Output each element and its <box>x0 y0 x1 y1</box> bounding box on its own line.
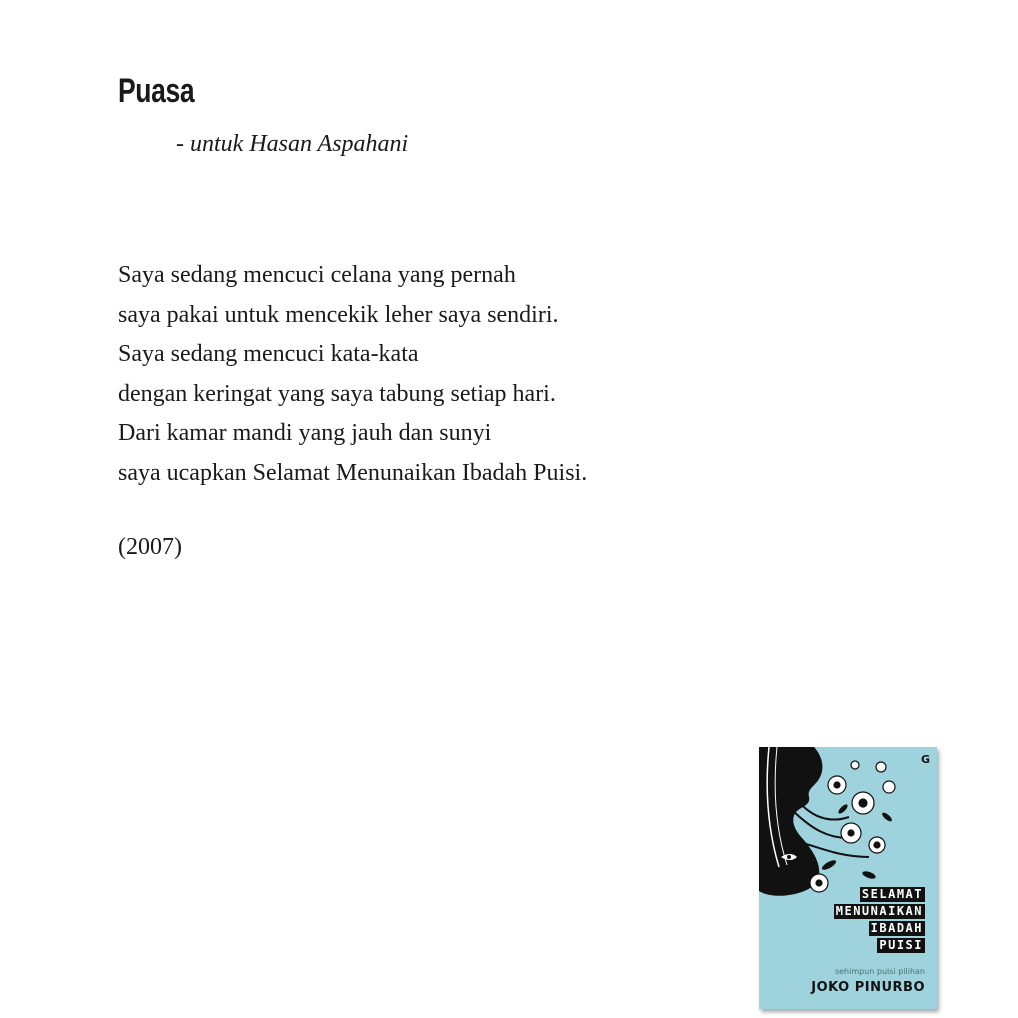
poem-body <box>118 256 718 493</box>
poem-line: Dari kamar mandi yang jauh dan sunyi <box>118 420 492 446</box>
poem-title: Puasa <box>118 72 195 110</box>
cover-title-word: PUISI <box>879 938 923 952</box>
poem-line: Saya sedang mencuci celana yang pernah <box>118 262 516 288</box>
poem-line: saya ucapkan Selamat Menunaikan Ibadah Puisi. <box>118 459 588 486</box>
cover-title-word: SELAMAT <box>861 887 923 901</box>
poem-line: saya pakai untuk mencekik leher saya sendiri. <box>118 301 559 328</box>
cover-author: JOKO PINURBO <box>811 980 925 995</box>
poem-line: dengan keringat yang saya tabung setiap hari. <box>118 380 556 407</box>
poem-line: Saya sedang mencuci kata-kata <box>118 341 419 367</box>
cover-subtitle: sehimpun puisi pilihan <box>834 967 925 976</box>
poem-year: (2007) <box>118 534 182 560</box>
book-cover <box>759 747 937 1009</box>
cover-title-word: IBADAH <box>870 921 923 935</box>
cover-title <box>834 887 925 955</box>
cover-title-word: MENUNAIKAN <box>835 904 923 918</box>
publisher-logo: G <box>920 753 930 766</box>
poem-dedication: - untuk Hasan Aspahani <box>176 131 409 157</box>
